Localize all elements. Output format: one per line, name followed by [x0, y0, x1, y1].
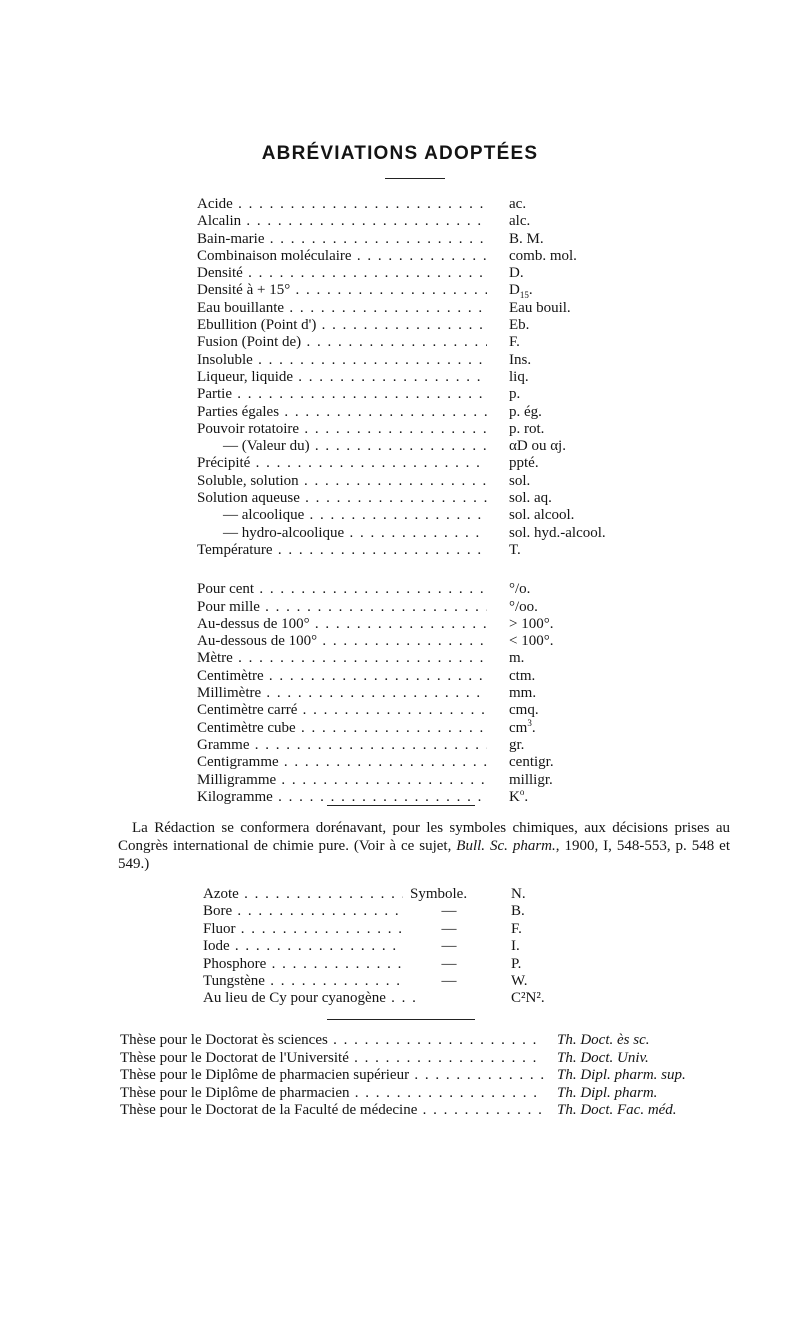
abbreviation-term: Liqueur, liquide . . .	[197, 369, 487, 386]
ditto-mark: —	[441, 938, 457, 955]
list-item	[197, 473, 657, 490]
list-item	[197, 525, 657, 542]
list-item	[197, 300, 657, 317]
abbreviation-term: Fusion (Point de) . . .	[197, 334, 487, 351]
thesis-abbreviation: Th. Dipl. pharm.	[557, 1084, 658, 1101]
list-item	[197, 599, 657, 616]
abbreviation-term: Combinaison moléculaire . . .	[197, 248, 487, 265]
chemical-symbol: P.	[511, 955, 522, 972]
chemical-symbol: W.	[511, 972, 528, 989]
abbreviation-term: Eau bouillante . . .	[197, 300, 487, 317]
abbreviation-value: sol. aq.	[509, 490, 552, 507]
abbreviation-term: Insoluble . . .	[197, 352, 487, 369]
list-item	[197, 507, 657, 524]
list-item	[197, 737, 657, 754]
element-name: Fluor . . .	[203, 921, 403, 938]
abbreviation-term: — alcoolique . . .	[197, 507, 487, 524]
element-name: Azote . . .	[203, 886, 403, 903]
abbreviation-value: p. ég.	[509, 403, 542, 420]
theses-list	[120, 1032, 760, 1120]
thesis-abbreviation: Th. Doct. Fac. méd.	[557, 1102, 677, 1118]
abbreviation-value: D.	[509, 265, 524, 282]
abbreviation-value: comb. mol.	[509, 247, 577, 264]
element-name: Iode . . .	[203, 938, 403, 955]
unit-value: gr.	[509, 736, 525, 753]
list-item	[203, 938, 623, 955]
journal-reference: Bull. Sc. pharm.	[456, 838, 556, 854]
abbreviation-term: Densité . . .	[197, 265, 487, 282]
chemical-symbol: I.	[511, 938, 520, 955]
list-item	[120, 1102, 760, 1120]
abbreviation-value: T.	[509, 541, 521, 558]
list-item	[120, 1050, 760, 1068]
thesis-abbreviation: Th. Doct. Univ.	[557, 1049, 649, 1066]
unit-term: Centimètre cube . . .	[197, 720, 487, 737]
list-item	[197, 581, 657, 598]
list-item	[197, 438, 657, 455]
ditto-mark: —	[441, 955, 457, 972]
unit-term: Pour cent . . .	[197, 581, 487, 598]
abbreviation-term: — (Valeur du) . . .	[197, 438, 487, 455]
thesis-label: Thèse pour le Diplôme de pharmacien . . .	[120, 1085, 544, 1103]
unit-value: ctm.	[509, 667, 536, 684]
list-item	[197, 717, 657, 737]
editorial-note: La Rédaction se conformera dorénavant, pour les symboles chimiques, aux décisions prises au Congrès international de chimie pure. (Voir à ce sujet, Bull. Sc. pharm., 1900, I, 548-553, p. 548 et 549.)	[118, 820, 730, 872]
list-item	[197, 352, 657, 369]
list-item	[197, 650, 657, 667]
section-rule	[327, 1019, 475, 1020]
thesis-label: Thèse pour le Diplôme de pharmacien supérieur . . .	[120, 1067, 544, 1085]
list-item	[197, 282, 657, 299]
list-item	[197, 455, 657, 472]
chemical-symbol: C²N².	[511, 990, 545, 1007]
unit-value: °/o.	[509, 581, 531, 598]
list-item	[203, 990, 623, 1007]
abbreviation-term: Alcalin . . .	[197, 213, 487, 230]
abbreviation-term: Densité à + 15° . . .	[197, 282, 487, 299]
list-item	[203, 956, 623, 973]
list-item	[197, 231, 657, 248]
list-item	[197, 772, 657, 789]
list-item	[197, 668, 657, 685]
thesis-label: Thèse pour le Doctorat ès sciences . . .	[120, 1032, 544, 1050]
thesis-label: Thèse pour le Doctorat de l'Université . . .	[120, 1050, 544, 1068]
list-item	[197, 786, 657, 806]
abbreviation-term: Soluble, solution . . .	[197, 473, 487, 490]
list-item	[203, 921, 623, 938]
abbreviation-value: B. M.	[509, 230, 544, 247]
list-item	[197, 386, 657, 403]
unit-term: Kilogramme . . .	[197, 789, 487, 806]
unit-value: $K^o$.	[509, 786, 529, 805]
abbreviation-term: — hydro-alcoolique . . .	[197, 525, 487, 542]
list-item	[197, 317, 657, 334]
abbreviation-term: Bain-marie . . .	[197, 231, 487, 248]
title-rule	[385, 178, 445, 179]
ditto-mark: —	[441, 903, 457, 920]
list-item	[120, 1067, 760, 1085]
abbreviation-term: Température . . .	[197, 542, 487, 559]
abbreviation-term: Partie . . .	[197, 386, 487, 403]
section-rule	[327, 805, 475, 806]
list-item	[197, 490, 657, 507]
unit-term: Au-dessus de 100° . . .	[197, 616, 487, 633]
unit-term: Centigramme . . .	[197, 754, 487, 771]
chemical-symbol: N.	[511, 886, 526, 902]
thesis-abbreviation: Th. Doct. ès sc.	[557, 1032, 650, 1048]
abbreviation-value: ac.	[509, 196, 527, 212]
list-item	[197, 421, 657, 438]
abbreviation-value: sol. hyd.-alcool.	[509, 524, 606, 541]
list-item	[197, 369, 657, 386]
abbreviation-value: p.	[509, 386, 521, 403]
list-item	[197, 542, 657, 559]
ditto-mark: —	[441, 920, 457, 937]
abbreviation-value: Eb.	[509, 317, 530, 334]
thesis-abbreviation: Th. Dipl. pharm. sup.	[557, 1067, 686, 1083]
unit-value: m.	[509, 650, 525, 667]
abbreviation-term: Ebullition (Point d') . . .	[197, 317, 487, 334]
list-item	[197, 754, 657, 771]
unit-term: Millimètre . . .	[197, 685, 487, 702]
unit-value: < 100°.	[509, 633, 554, 650]
abbreviation-value: Eau bouil.	[509, 299, 571, 316]
unit-value: > 100°.	[509, 615, 554, 632]
list-item	[197, 633, 657, 650]
chemical-symbol: F.	[511, 920, 522, 937]
element-name: Au lieu de Cy pour cyanogène . . .	[203, 990, 503, 1007]
unit-term: Centimètre carré . . .	[197, 702, 487, 719]
abbreviation-value: sol. alcool.	[509, 507, 575, 524]
list-item	[197, 265, 657, 282]
list-item	[197, 685, 657, 702]
abbreviation-value: alc.	[509, 213, 531, 230]
list-item	[203, 886, 623, 903]
list-item	[120, 1032, 760, 1050]
list-item	[203, 903, 623, 920]
abbreviation-term: Solution aqueuse . . .	[197, 490, 487, 507]
list-item	[197, 248, 657, 265]
abbreviation-value: sol.	[509, 472, 531, 489]
unit-term: Pour mille . . .	[197, 599, 487, 616]
unit-value: $cm^3$.	[509, 717, 536, 736]
list-item	[197, 334, 657, 351]
abbreviation-value: $D_{15}$.	[509, 282, 533, 301]
list-item	[197, 213, 657, 230]
unit-term: Milligramme . . .	[197, 772, 487, 789]
list-item	[120, 1085, 760, 1103]
unit-value: milligr.	[509, 771, 553, 788]
abbreviation-value: Ins.	[509, 351, 532, 368]
element-name: Bore . . .	[203, 903, 403, 920]
ditto-mark: —	[441, 972, 457, 989]
abbreviation-value: αD ou αj.	[509, 438, 566, 455]
abbreviation-term: Acide . . .	[197, 196, 487, 213]
abbreviation-term: Précipité . . .	[197, 455, 487, 472]
page-title: ABRÉVIATIONS ADOPTÉES	[261, 143, 539, 164]
unit-term: Centimètre . . .	[197, 668, 487, 685]
abbreviation-value: liq.	[509, 368, 529, 385]
abbreviation-value: p. rot.	[509, 420, 545, 437]
unit-value: cmq.	[509, 702, 539, 719]
symbol-column-header: Symbole.	[410, 886, 468, 902]
list-item	[197, 616, 657, 633]
list-item	[197, 196, 657, 213]
unit-value: °/oo.	[509, 598, 538, 615]
abbreviations-list	[197, 196, 657, 806]
unit-value: mm.	[509, 685, 537, 702]
abbreviation-value: F.	[509, 334, 520, 351]
unit-term: Au-dessous de 100° . . .	[197, 633, 487, 650]
list-item	[197, 702, 657, 719]
element-name: Phosphore . . .	[203, 956, 403, 973]
symbols-list	[203, 886, 623, 1008]
unit-term: Gramme . . .	[197, 737, 487, 754]
unit-term: Mètre . . .	[197, 650, 487, 667]
element-name: Tungstène . . .	[203, 973, 403, 990]
abbreviation-term: Parties égales . . .	[197, 404, 487, 421]
list-item	[203, 973, 623, 990]
thesis-label: Thèse pour le Doctorat de la Faculté de médecine . . .	[120, 1102, 544, 1120]
unit-value: centigr.	[509, 754, 554, 771]
abbreviation-value: ppté.	[509, 455, 539, 472]
list-item	[197, 404, 657, 421]
abbreviation-term: Pouvoir rotatoire . . .	[197, 421, 487, 438]
chemical-symbol: B.	[511, 903, 525, 920]
